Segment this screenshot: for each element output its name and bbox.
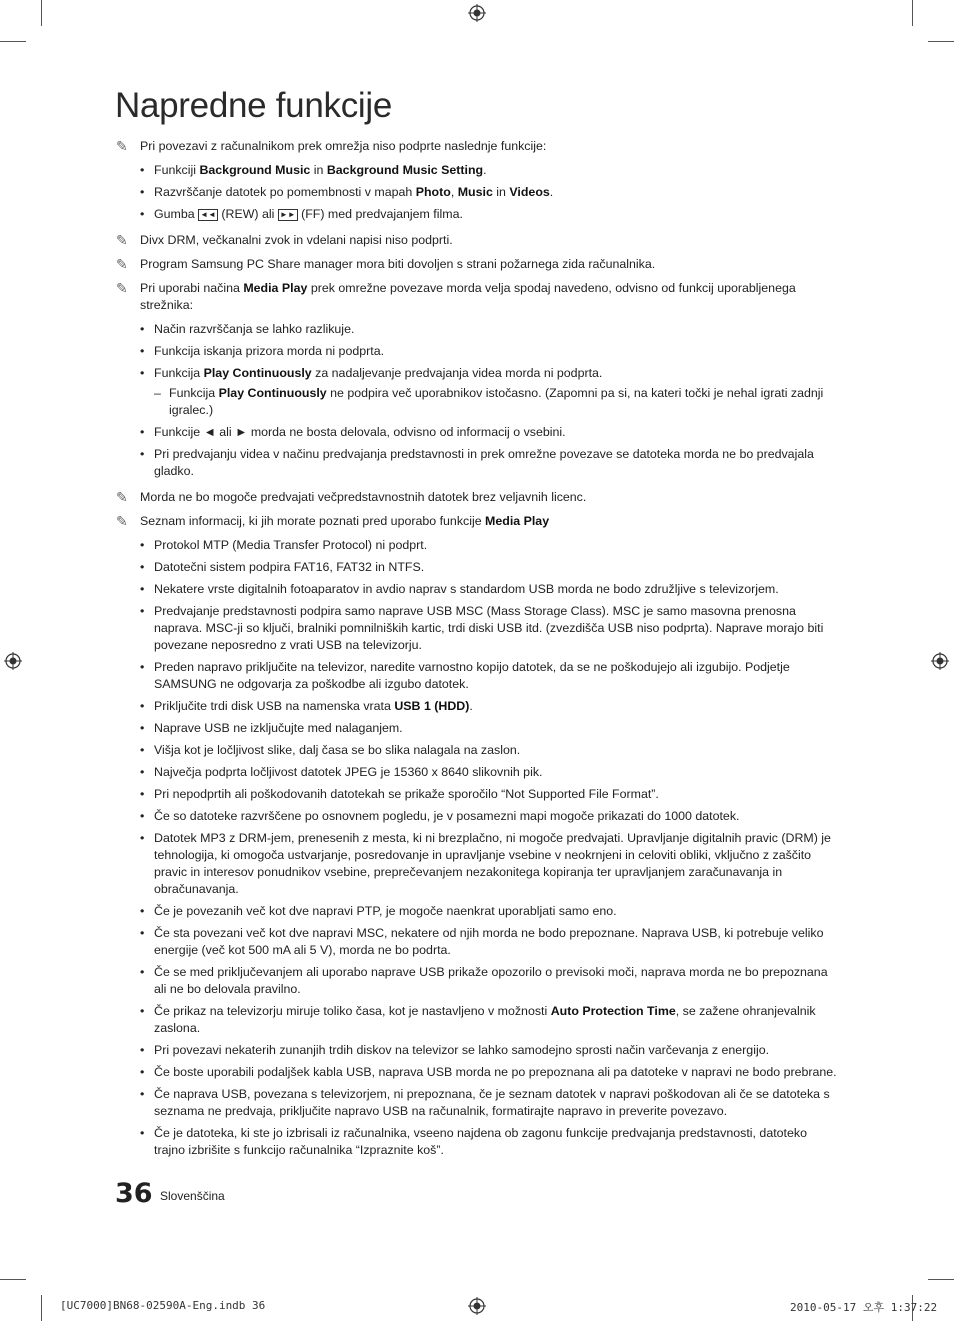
list-item [140,720,838,737]
text-run: Predvajanje predstavnosti podpira samo naprave USB MSC (Mass Storage Class). MSC je samo masovna prenosna naprava. MSC-ji so ključi, bralniki pomnilniških kartic, trdi diski USB itd. (zvezdišča USB niso podprta). Naprave morajo biti povezane neposredno z vrati USB na televizorju. [154,604,824,652]
text-run: Program Samsung PC Share manager mora biti dovoljen s strani požarnega zida računalnika. [140,257,656,271]
bullet-icon: • [140,447,145,461]
text-run: Funkcija [169,386,219,400]
text-run: Nekatere vrste digitalnih fotoaparatov in avdio naprav s standardom USB morda ne bodo združljive s televizorjem. [154,582,779,596]
print-slug-file: [UC7000]BN68-02590A-Eng.indb 36 [60,1299,266,1312]
note-text [140,257,655,271]
bold-term: Play Continuously [218,386,327,400]
text-run: . [483,163,487,177]
list-item [140,343,838,360]
bullet-icon: • [140,163,145,177]
text-run: Razvrščanje datotek po pomembnosti v mapah [154,185,416,199]
note-pencil-icon: ✎ [116,256,128,272]
bold-term: Play Continuously [203,366,312,380]
text-run: Funkcija iskanja prizora morda ni podprta. [154,344,385,358]
registration-mark-icon [931,652,949,670]
bullet-icon: • [140,743,145,757]
content-body [116,138,838,1168]
text-run: prek omrežne povezave morda velja spodaj navedeno, odvisno od funkcij uporabljenega strežnika: [140,281,796,312]
bullet-icon: • [140,207,145,221]
text-run: Če so datoteke razvrščene po osnovnem pogledu, je v posamezni mapi mogoče prikazati do 1000 datotek. [154,809,740,823]
bold-term: Background Music Setting [326,163,484,177]
bullet-icon: • [140,344,145,358]
list-item [140,162,838,179]
list-item [140,903,838,920]
bullet-list [116,321,838,480]
bold-term: USB 1 (HDD) [394,699,470,713]
crop-mark [928,1279,954,1280]
text-run: Način razvrščanja se lahko razlikuje. [154,322,355,336]
text-run: Datotečni sistem podpira FAT16, FAT32 in NTFS. [154,560,425,574]
page-language: Slovenščina [160,1189,225,1203]
text-run: Datotek MP3 z DRM-jem, prenesenih z mesta, ki ni brezplačno, ni mogoče predvajati. Upravljanje digitalnih pravic (DRM) je tehnologija, ki omogoča ustvarjanje, posredovanje in upravljanje vsebine v neokrnjeni in celoviti obliki, vključno z zaščito pravic in interesov ponudnikov vsebine, preprečevanjem nezakonitega kopiranja ter upravljanjem zaračunavanja in obračunavanja. [154,831,831,896]
note-text [140,233,453,247]
list-item [140,925,838,959]
text-run: Pri povezavi nekaterih zunanjih trdih diskov na televizor se lahko samodejno sprosti način varčevanja z energijo. [154,1043,770,1057]
text-run: (FF) med predvajanjem filma. [297,207,463,221]
text-run: Če prikaz na televizorju miruje toliko časa, kot je nastavljeno v možnosti [154,1004,551,1018]
bold-term: Media Play [485,514,550,528]
crop-mark [0,1279,26,1280]
bold-term: Media Play [243,281,308,295]
text-run: Protokol MTP (Media Transfer Protocol) ni podprt. [154,538,428,552]
list-item [140,764,838,781]
note-text [140,490,586,504]
crop-mark [928,41,954,42]
text-run: Pri predvajanju videa v načinu predvajanja predstavnosti in prek omrežne povezave se datoteka morda ne bo predvajala gladko. [154,447,814,478]
bullet-icon: • [140,721,145,735]
bullet-icon: • [140,185,145,199]
rewind-button-icon: ◄◄ [200,210,216,219]
bold-term: Music [457,185,493,199]
crop-mark [41,0,42,26]
bullet-icon: • [140,366,145,380]
note [116,256,838,273]
text-run: . [549,185,554,199]
list-item [140,1042,838,1059]
bullet-icon: • [140,699,145,713]
bullet-icon: • [140,1065,145,1079]
bullet-icon: • [140,965,145,979]
text-run: Če boste uporabili podaljšek kabla USB, naprava USB morda ne po prepoznana ali pa datoteke v napravi ne bodo prebrane. [154,1065,837,1079]
bullet-icon: • [140,765,145,779]
note-text [140,139,546,153]
list-item [140,424,838,441]
list-item [140,742,838,759]
bullet-icon: • [140,1126,145,1140]
text-run: Gumba [154,207,199,221]
note-text [140,514,549,528]
note-pencil-icon: ✎ [116,513,128,529]
bullet-icon: • [140,604,145,618]
bold-term: Background Music [199,163,311,177]
bullet-icon: • [140,582,145,596]
text-run: Če je datoteka, ki ste jo izbrisali iz računalnika, vseeno najdena ob zagonu funkcije predvajanja predstavnosti, datoteko trajno izbrišite s funkcijo računalnika “Izpraznite koš”. [154,1126,807,1157]
note [116,280,838,314]
bullet-icon: • [140,538,145,552]
text-run: Če je povezanih več kot dve napravi PTP, je mogoče naenkrat uporabljati samo eno. [154,904,617,918]
note-pencil-icon: ✎ [116,138,128,154]
bullet-icon: • [140,926,145,940]
page-number: 36 [115,1178,153,1209]
list-item [140,786,838,803]
text-run: Naprave USB ne izključujte med nalaganjem. [154,721,403,735]
text-run: Pri povezavi z računalnikom prek omrežja niso podprte naslednje funkcije: [140,139,547,153]
note-pencil-icon: ✎ [116,232,128,248]
bullet-icon: • [140,1043,145,1057]
bullet-icon: • [140,322,145,336]
bullet-icon: • [140,660,145,674]
note [116,232,838,249]
dash-icon: – [154,386,161,400]
bullet-icon: • [140,904,145,918]
list-item [140,365,838,419]
list-item [140,206,838,223]
list-item [140,1064,838,1081]
text-run: Če sta povezani več kot dve napravi MSC, nekatere od njih morda ne bodo prepoznane. Naprava USB, ki potrebuje veliko energije (več kot 500 mA ali 5 V), morda ne bo podrta. [154,926,824,957]
fast-forward-button-icon: ►► [279,210,296,219]
text-run: . [469,699,473,713]
text-run: , se zažene ohranjevalnik zaslona. [154,1004,816,1035]
text-run: Preden napravo priključite na televizor, naredite varnostno kopijo datotek, da se ne poškodujejo ali izgubijo. Podjetje SAMSUNG ne odgovarja za poškodbe ali izgubo datotek. [154,660,790,691]
list-item [140,559,838,576]
text-run: za nadaljevanje predvajanja videa morda ni podprta. [311,366,603,380]
text-run: Funkcije ◄ ali ► morda ne bosta delovala, odvisno od informacij o vsebini. [154,425,566,439]
crop-mark [912,0,913,26]
text-run: Če se med priključevanjem ali uporabo naprave USB prikaže opozorilo o previsoki moči, naprava morda ne bo prepoznana ali ne bo delovala pravilno. [154,965,828,996]
bold-term: Auto Protection Time [550,1004,676,1018]
note-pencil-icon: ✎ [116,489,128,505]
bullet-list [116,537,838,1159]
note [116,489,838,506]
text-run: Pri nepodprtih ali poškodovanih datotekah se prikaže sporočilo “Not Supported File Format”. [154,787,659,801]
note-text [140,281,796,312]
list-item [140,446,838,480]
bullet-list [116,162,838,223]
registration-mark-icon [4,652,22,670]
text-run: , [450,185,458,199]
sub-list-item [154,385,838,419]
note-pencil-icon: ✎ [116,280,128,296]
list-item [140,659,838,693]
page-title: Napredne funkcije [115,86,393,125]
text-run: Če naprava USB, povezana s televizorjem, ni prepoznana, če je seznam datotek v napravi poškodovan ali če se datoteka s seznama ne predvaja, priključite napravo USB na računalnik, formatirajte napravo in preverite povezavo. [154,1087,830,1118]
bullet-icon: • [140,1087,145,1101]
bold-term: Videos [509,185,550,199]
text-run: Funkciji [154,163,200,177]
print-slug-date: 2010-05-17 오후 1:37:22 [790,1301,938,1314]
list-item [140,1003,838,1037]
text-run: Priključite trdi disk USB na namenska vrata [154,699,395,713]
list-item [140,1125,838,1159]
text-run: Funkcija [154,366,204,380]
list-item [140,603,838,654]
registration-mark-icon [468,4,486,22]
bullet-icon: • [140,1004,145,1018]
list-item [140,1086,838,1120]
crop-mark [0,41,26,42]
list-item [140,321,838,338]
list-item [140,581,838,598]
crop-mark [41,1295,42,1321]
note [116,138,838,155]
text-run: Divx DRM, večkanalni zvok in vdelani napisi niso podprti. [140,233,453,247]
bullet-icon: • [140,425,145,439]
text-run: (REW) ali [217,207,278,221]
text-run: Največja podprta ločljivost datotek JPEG je 15360 x 8640 slikovnih pik. [154,765,543,779]
text-run: ne podpira več uporabnikov istočasno. (Zapomni pa si, na kateri točki je nehal igrati zadnji igralec.) [169,386,824,417]
bullet-icon: • [140,787,145,801]
bullet-icon: • [140,831,145,845]
list-item [140,537,838,554]
text-run: Seznam informacij, ki jih morate poznati pred uporabo funkcije [140,514,486,528]
bullet-icon: • [140,560,145,574]
list-item [140,698,838,715]
registration-mark-icon [468,1297,486,1315]
list-item [140,184,838,201]
list-item [140,964,838,998]
bullet-icon: • [140,809,145,823]
text-run: Pri uporabi načina [140,281,244,295]
text-run: in [310,163,327,177]
list-item [140,830,838,898]
text-run: Višja kot je ločljivost slike, dalj časa se bo slika nalagala na zaslon. [154,743,521,757]
text-run: in [492,185,510,199]
bold-term: Photo [415,185,451,199]
list-item [140,808,838,825]
text-run: Morda ne bo mogoče predvajati večpredstavnostnih datotek brez veljavnih licenc. [140,490,587,504]
note [116,513,838,530]
